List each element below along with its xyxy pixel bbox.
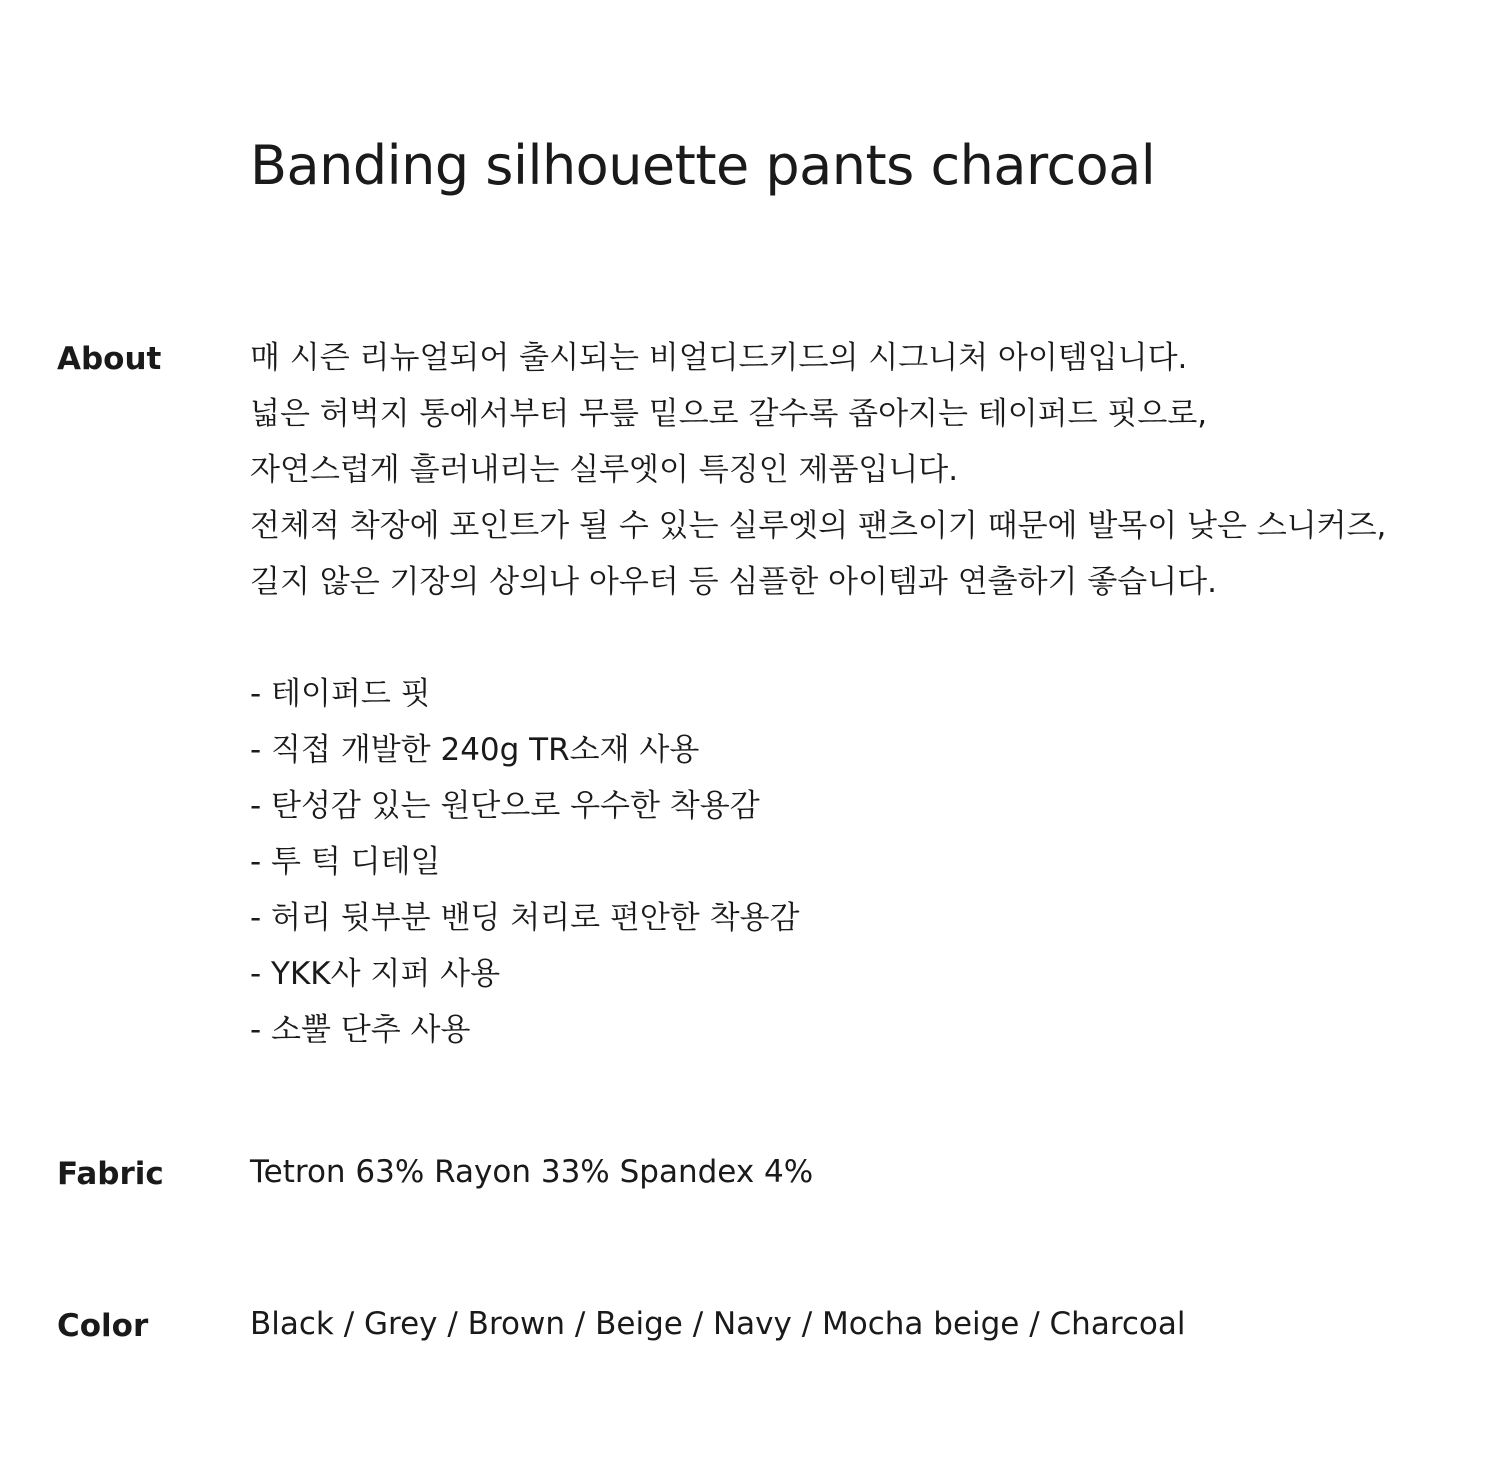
feature-item: - 테이퍼드 핏 xyxy=(250,676,431,712)
feature-list xyxy=(250,666,799,1058)
feature-item: - 허리 뒷부분 밴딩 처리로 편안한 착용감 xyxy=(250,900,800,936)
feature-item: - YKK사 지퍼 사용 xyxy=(250,956,501,992)
feature-item: - 직접 개발한 240g TR소재 사용 xyxy=(250,732,700,768)
fabric-value: Tetron 63% Rayon 33% Spandex 4% xyxy=(250,1154,814,1190)
color-value: Black / Grey / Brown / Beige / Navy / Mocha beige / Charcoal xyxy=(250,1306,1186,1342)
about-line: 길지 않은 기장의 상의나 아우터 등 심플한 아이템과 연출하기 좋습니다. xyxy=(250,564,1217,600)
fabric-label: Fabric xyxy=(57,1156,164,1192)
color-label: Color xyxy=(57,1308,149,1344)
feature-item: - 투 턱 디테일 xyxy=(250,844,441,880)
about-line: 전체적 착장에 포인트가 될 수 있는 실루엣의 팬츠이기 때문에 발목이 낮은 스니커즈, xyxy=(250,508,1387,544)
about-line: 매 시즌 리뉴얼되어 출시되는 비얼디드키드의 시그니처 아이템입니다. xyxy=(250,340,1188,376)
feature-item: - 탄성감 있는 원단으로 우수한 착용감 xyxy=(250,788,760,824)
about-description xyxy=(250,330,1386,610)
about-line: 자연스럽게 흘러내리는 실루엣이 특징인 제품입니다. xyxy=(250,452,959,488)
feature-item: - 소뿔 단추 사용 xyxy=(250,1012,471,1048)
page-title: Banding silhouette pants charcoal xyxy=(250,134,1156,197)
about-label: About xyxy=(57,341,162,377)
about-line: 넓은 허벅지 통에서부터 무릎 밑으로 갈수록 좁아지는 테이퍼드 핏으로, xyxy=(250,396,1208,432)
